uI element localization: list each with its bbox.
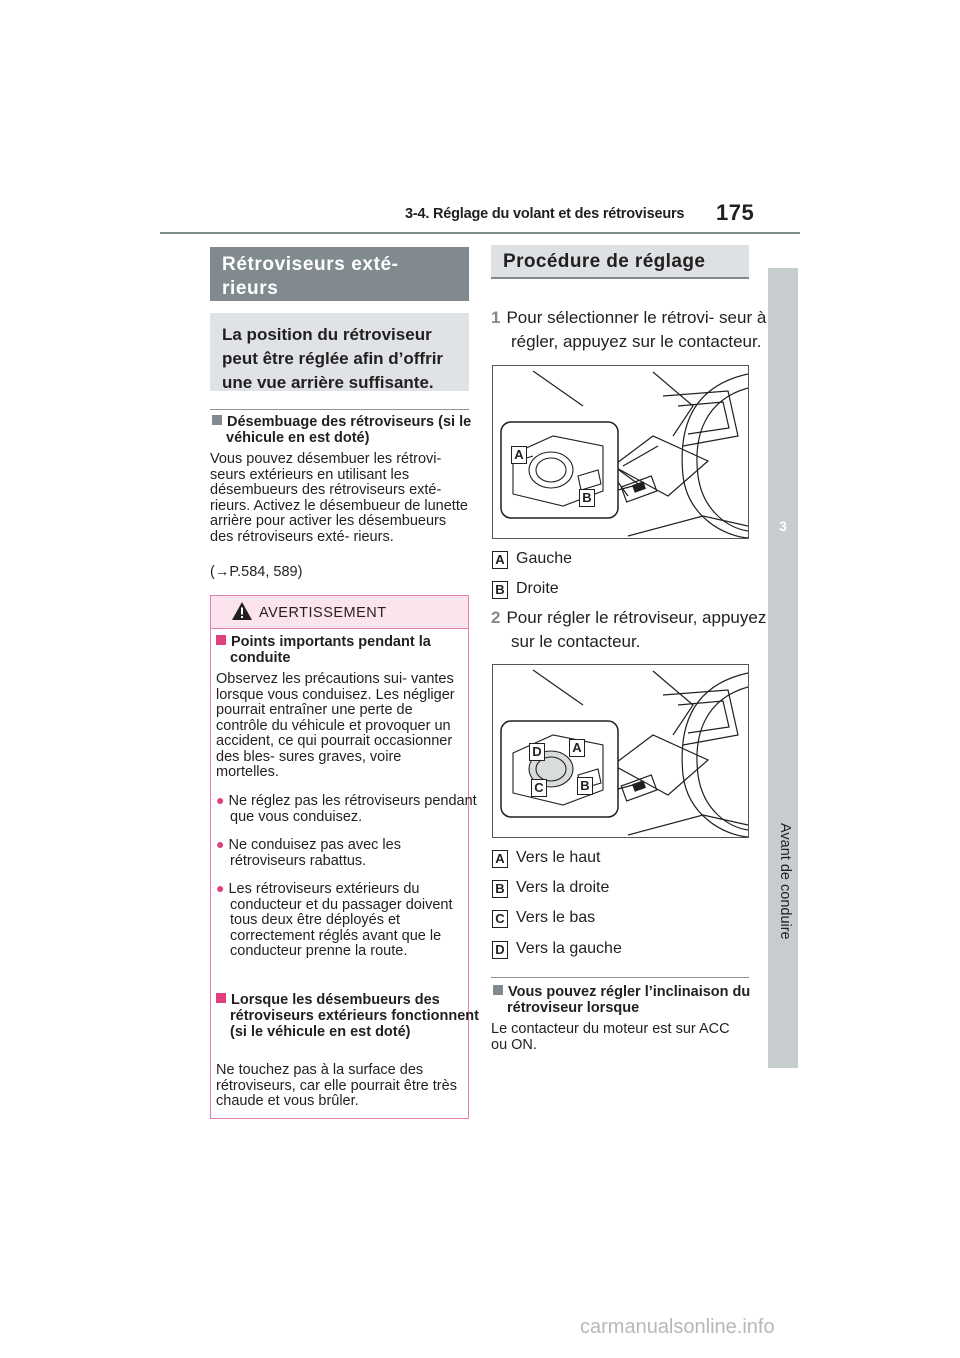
figure-mirror-select-switch: [492, 365, 749, 539]
watermark: carmanualsonline.info: [580, 1316, 775, 1338]
legend-1-key-b: B: [492, 581, 508, 599]
figure-1-label-a: A: [511, 446, 527, 464]
legend-2-text-a: Vers le haut: [516, 849, 601, 866]
legend-2-key-d: D: [492, 941, 508, 959]
subsection-rule: [491, 977, 749, 978]
legend-2-text-c: Vers le bas: [516, 909, 596, 926]
legend-2-item-c: [492, 908, 595, 928]
chapter-number: 3: [779, 518, 787, 534]
warning-subheading-defoggers: [216, 992, 480, 1040]
warning-s2-title: Lorsque les désembueurs des rétroviseurs extérieurs fonctionnent (si le véhicule en est doté): [230, 992, 479, 1040]
warning-triangle-icon: [231, 601, 253, 621]
legend-1-item-a: [492, 549, 572, 569]
square-bullet-icon: [216, 993, 226, 1003]
legend-2-item-a: [492, 848, 601, 868]
note-title: Vous pouvez régler l’inclinaison du rétroviseur lorsque: [507, 984, 751, 1016]
figure-2-label-c: C: [531, 779, 547, 797]
legend-1-text-a: Gauche: [516, 550, 573, 567]
step-2-text: Pour régler le rétroviseur, appuyez sur le contacteur.: [506, 608, 767, 651]
legend-2-text-d: Vers la gauche: [516, 940, 622, 957]
warning-bullet-1: [216, 793, 480, 825]
warning-s2-text: Ne touchez pas à la surface des rétroviseurs, car elle pourrait être très chaude et vous brûler.: [216, 1062, 457, 1109]
section-heading-exterior-mirrors: Rétroviseurs exté- rieurs: [210, 247, 469, 301]
step-1-number: 1: [491, 308, 501, 327]
section-heading-procedure: Procédure de réglage: [491, 245, 749, 279]
step-2-number: 2: [491, 608, 501, 627]
subsection-rule: [210, 409, 469, 410]
square-bullet-icon: [493, 985, 503, 995]
figure-1-label-b: B: [579, 489, 595, 507]
defog-text: Vous pouvez désembuer les rétrovi- seurs extérieurs en utilisant les désembueurs des rétroviseurs exté- rieurs. Activez le désembueur de lunette arrière pour activer les désembueurs des rétroviseurs exté- rieurs.: [210, 451, 468, 545]
intro-box: La position du rétroviseur peut être réglée afin d’offrir une vue arrière suffisante.: [210, 313, 469, 391]
chapter-label: Avant de conduire: [777, 823, 793, 940]
legend-2-text-b: Vers la droite: [516, 879, 610, 896]
warning-bullet-3-text: Les rétroviseurs extérieurs du conducteur et du passager doivent tous deux être déployés et correctement réglés avant que le conducteur prenne la route.: [228, 881, 453, 959]
legend-2-key-a: A: [492, 850, 508, 868]
legend-1-item-b: [492, 579, 559, 599]
round-bullet-icon: ●: [216, 792, 225, 808]
step-1: [491, 306, 773, 353]
warning-subheading-driving: [216, 634, 480, 666]
header-rule: [160, 232, 800, 234]
chapter-side-tab: [768, 268, 798, 1068]
step-1-text: Pour sélectionner le rétrovi- seur à régler, appuyez sur le contacteur.: [506, 308, 767, 351]
legend-2-item-d: [492, 939, 622, 959]
legend-1-key-a: A: [492, 551, 508, 569]
square-bullet-icon: [216, 635, 226, 645]
warning-header: [211, 596, 468, 629]
defog-title: Désembuage des rétroviseurs (si le véhicule en est doté): [226, 414, 472, 446]
defog-subheading: [212, 414, 481, 446]
figure-2-label-d: D: [529, 743, 545, 761]
warning-bullet-3: [216, 881, 480, 960]
dashboard-switch-illustration: [493, 366, 749, 539]
section-title: 3-4. Réglage du volant et des rétroviseurs: [405, 206, 685, 222]
warning-title: AVERTISSEMENT: [259, 605, 387, 621]
note-text: Le contacteur du moteur est sur ACC ou ON.: [491, 1021, 730, 1053]
legend-1-text-b: Droite: [516, 580, 559, 597]
square-bullet-icon: [212, 415, 222, 425]
defog-reference: (→P.584, 589): [210, 564, 303, 580]
legend-2-key-c: C: [492, 910, 508, 928]
figure-2-label-a: A: [569, 739, 585, 757]
round-bullet-icon: ●: [216, 836, 225, 852]
figure-mirror-adjust-switch: [492, 664, 749, 838]
warning-box: [210, 595, 479, 1119]
legend-2-key-b: B: [492, 880, 508, 898]
note-subheading: [493, 984, 765, 1016]
step-2: [491, 606, 773, 653]
legend-2-item-b: [492, 878, 609, 898]
page-number: 175: [716, 200, 755, 225]
warning-s1-title: Points importants pendant la conduite: [230, 634, 431, 666]
warning-bullet-2-text: Ne conduisez pas avec les rétroviseurs rabattus.: [228, 837, 401, 869]
warning-bullet-2: [216, 837, 480, 869]
warning-s1-text: Observez les précautions sui- vantes lorsque vous conduisez. Les négliger pourrait entraîner une perte de contrôle du véhicule et provoquer un accident, ce qui pourrait occasionner des bles- sures graves, voire mortelles.: [216, 671, 455, 780]
warning-bullet-1-text: Ne réglez pas les rétroviseurs pendant que vous conduisez.: [228, 793, 477, 825]
figure-2-label-b: B: [577, 777, 593, 795]
round-bullet-icon: ●: [216, 880, 225, 896]
